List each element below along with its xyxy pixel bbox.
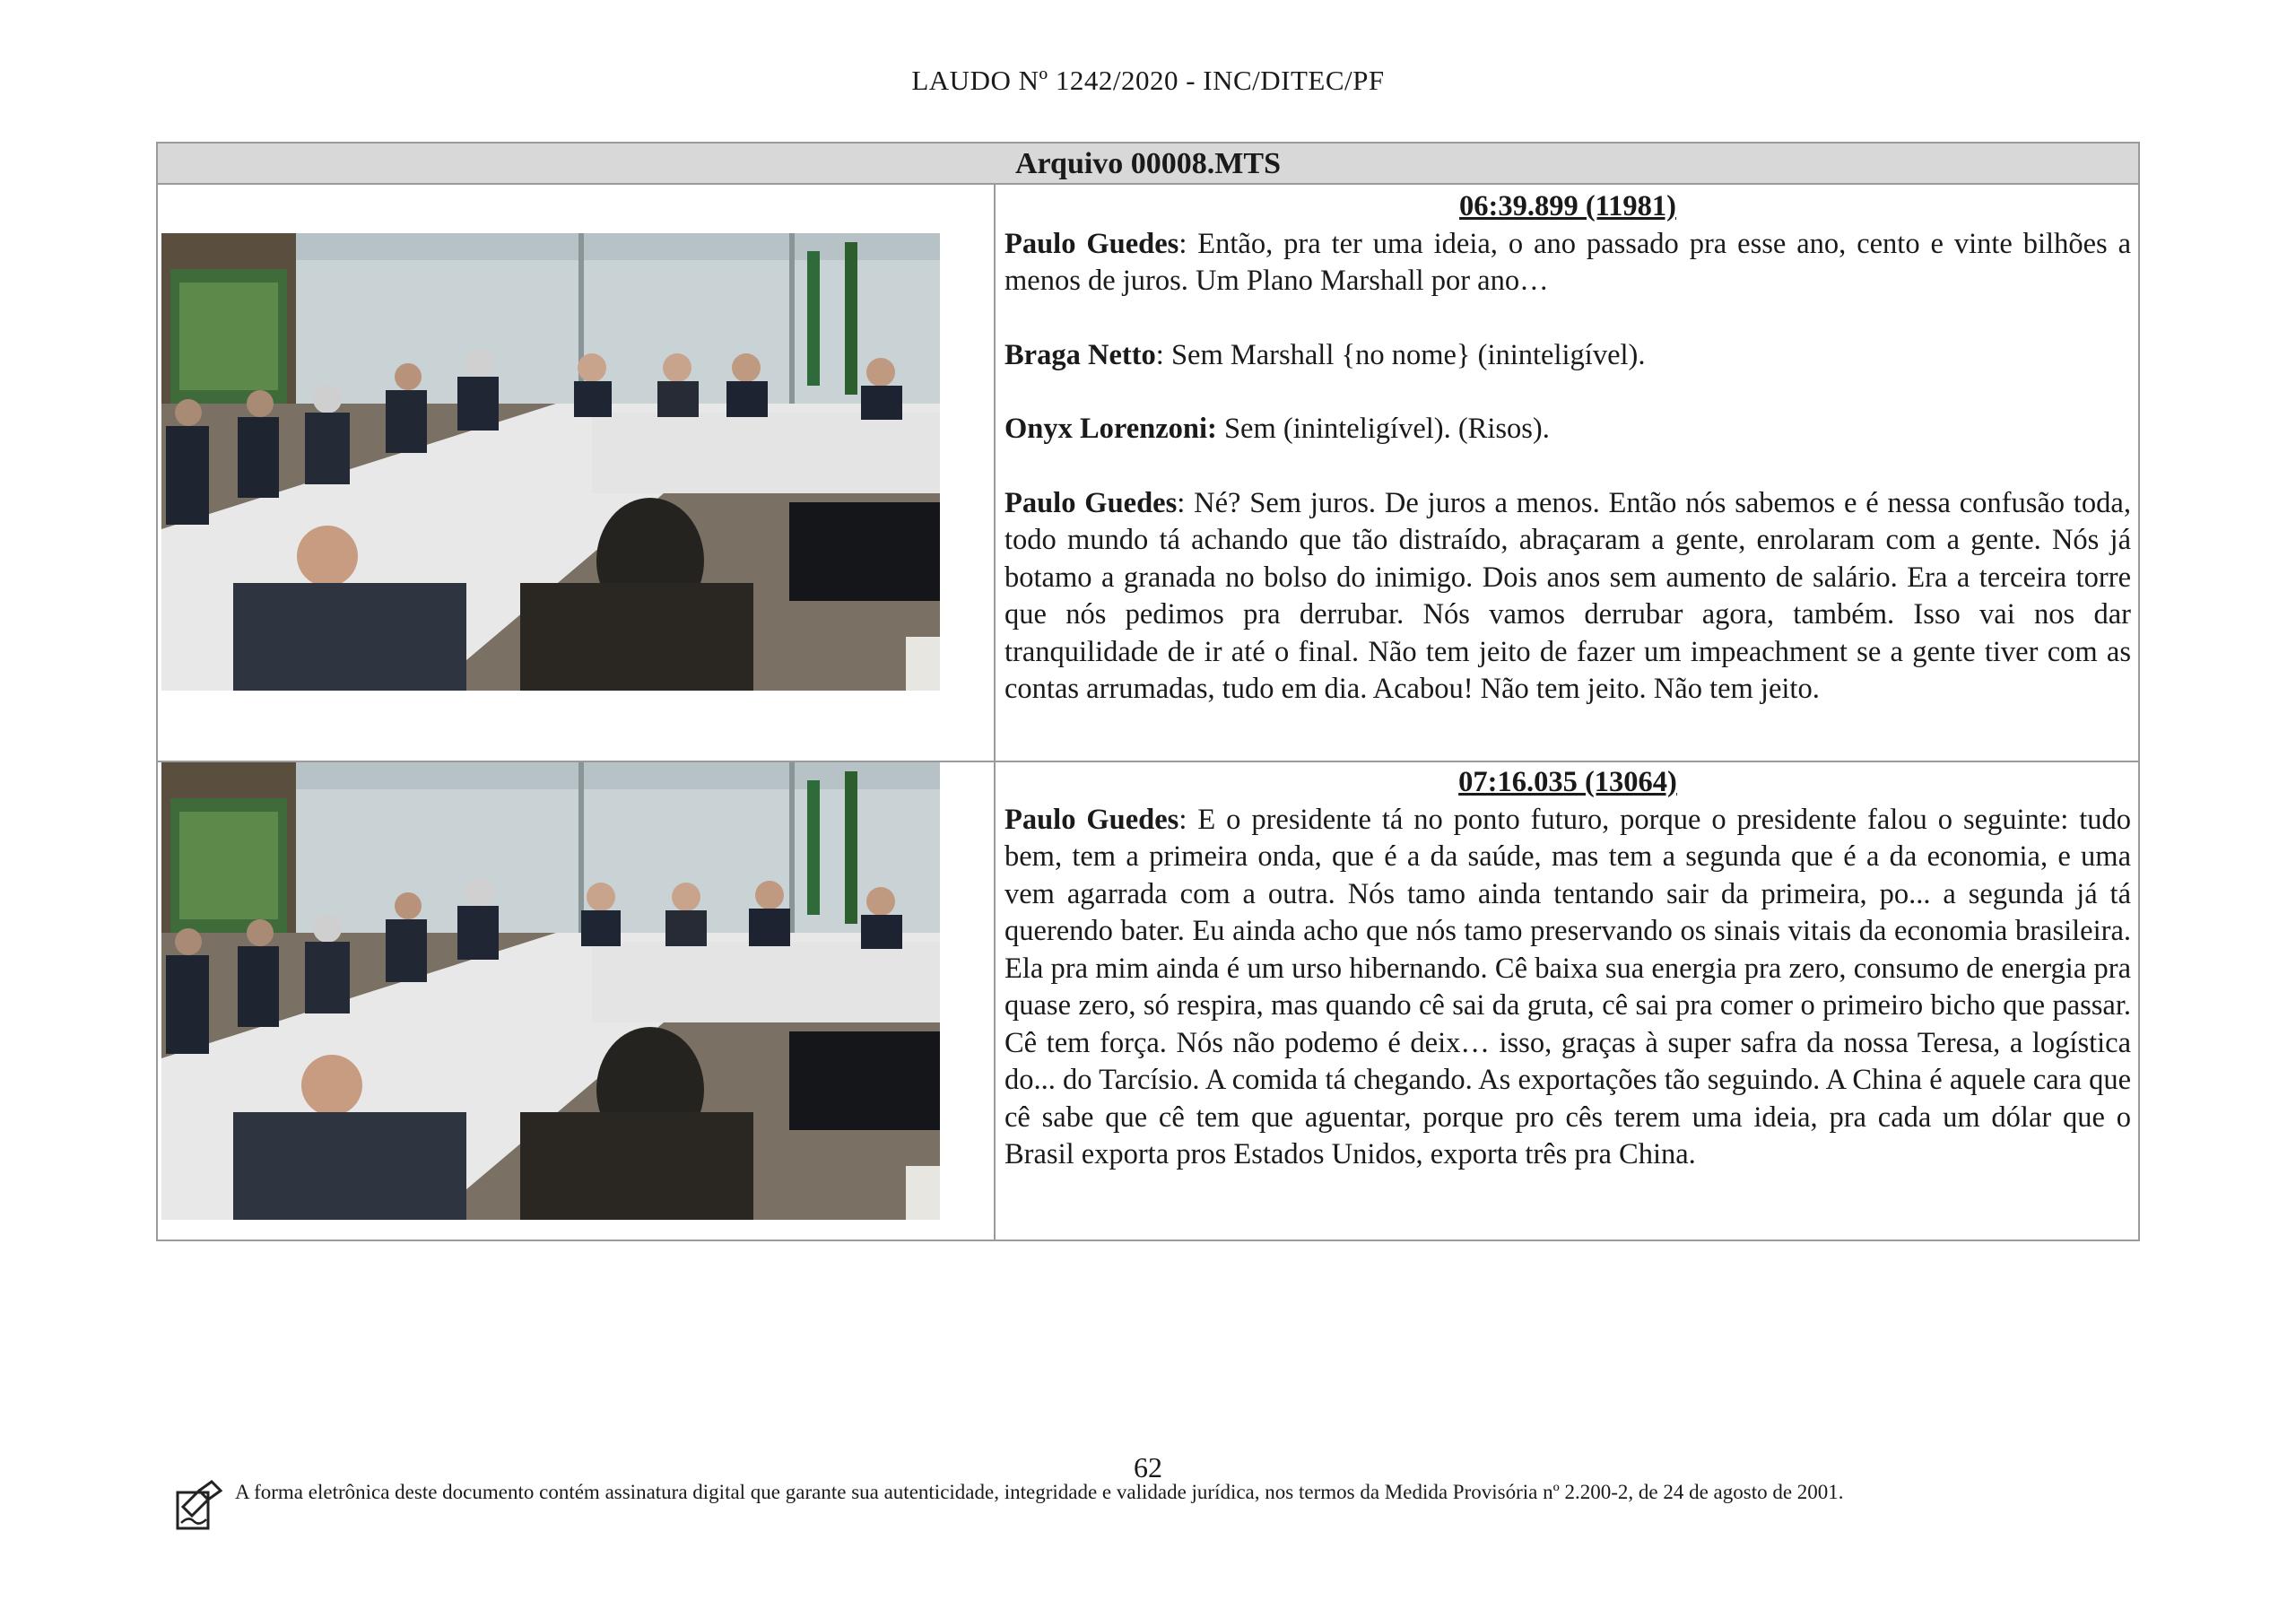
footer [172, 1480, 2100, 1505]
speaker-separator: : [1155, 338, 1171, 371]
speaker-name: Braga Netto [1004, 338, 1156, 371]
column-divider [994, 185, 996, 1241]
utterance-text: Sem Marshall {no nome} (ininteligível). [1170, 338, 1646, 371]
page-number: 62 [1134, 1451, 1162, 1483]
page-header: LAUDO Nº 1242/2020 - INC/DITEC/PF [911, 65, 1385, 96]
file-title: Arquivo 00008.MTS [158, 144, 2138, 185]
utterance [1004, 337, 2131, 375]
digital-signature-icon [172, 1480, 224, 1532]
speaker-separator: : [1178, 227, 1198, 260]
timestamp: 07:16.035 (13064) [1458, 766, 1677, 798]
timestamp: 06:39.899 (11981) [1459, 190, 1676, 222]
speaker-separator: : [1177, 486, 1195, 519]
speaker-separator: : [1178, 803, 1198, 836]
speaker-name: Paulo Guedes [1004, 803, 1179, 836]
utterance [1004, 485, 2131, 709]
transcript-cell [997, 764, 2136, 1174]
utterance-text: Sem (ininteligível). (Risos). [1223, 413, 1550, 445]
speaker-name: Paulo Guedes [1004, 227, 1179, 260]
transcript-cell [997, 188, 2136, 709]
footer-text: A forma eletrônica deste documento contém assinatura digital que garante sua autenticidade, integridade e validade jurídica, nos termos da Medida Provisória nº 2.200-2, de 24 de agosto de 2001. [235, 1481, 1844, 1503]
meeting-photo-illustration [161, 233, 940, 691]
utterance [1004, 226, 2131, 300]
utterance-text: Né? Sem juros. De juros a menos. Então nós sabemos e é nessa confusão toda, todo mundo tá achando que tão distraído, abraçaram a gente, enrolaram com a gente. Nós já botamo a granada no bolso do inimigo. Dois anos sem aumento de salário. Era a terceira torre que nós pedimos pra derrubar. Nós vamos derrubar agora, também. Isso vai nos dar tranquilidade de ir até o final. Não tem jeito de fazer um impeachment se a gente tiver com as contas arrumadas, tudo em dia. Acabou! Não tem jeito. Não tem jeito. [1004, 486, 2131, 705]
meeting-photo [161, 762, 940, 1220]
speaker-name: Onyx Lorenzoni: [1004, 413, 1217, 445]
utterance-text: E o presidente tá no ponto futuro, porque o presidente falou o seguinte: tudo bem, tem a primeira onda, que é a da saúde, mas tem a segunda que é a da economia, e uma vem agarrada com a outra. Nós tamo ainda tentando sair da primeira, po... a segunda já tá querendo bater. Eu ainda acho que nós tamo preservando os sinais vitais da economia brasileira. Ela pra mim ainda é um urso hibernando. Cê baixa sua energia pra zero, consumo de energia pra quase zero, só respira, mas quando cê sai da gruta, cê sai pra comer o primeiro bicho que passar. Cê tem força. Nós não podemo é deix… isso, graças à super safra da nossa Teresa, a logística do... do Tarcísio. A comida tá chegando. As exportações tão seguindo. A China é aquele cara que cê sabe que cê tem que aguentar, porque pro cês terem uma ideia, pra cada um dólar que o Brasil exporta pros Estados Unidos, exporta três pra China. [1004, 803, 2132, 1170]
utterance [1004, 411, 2131, 448]
meeting-photo-illustration [161, 762, 940, 1220]
utterance [1004, 802, 2131, 1174]
meeting-photo [161, 233, 940, 691]
transcript-table [156, 142, 2140, 1241]
speaker-name: Paulo Guedes [1004, 486, 1178, 519]
utterance-text: Então, pra ter uma ideia, o ano passado pra esse ano, cento e vinte bilhões a menos de juros. Um Plano Marshall por ano… [1004, 227, 2131, 297]
speaker-separator [1217, 413, 1224, 445]
